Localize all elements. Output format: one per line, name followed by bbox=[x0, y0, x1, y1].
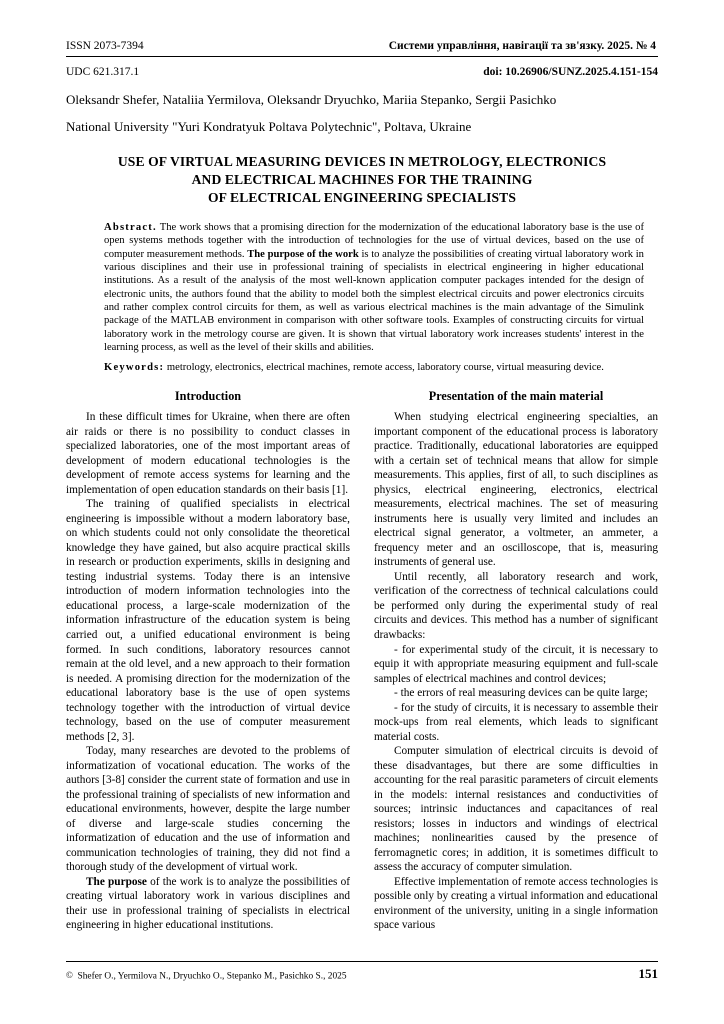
page-number: 151 bbox=[638, 966, 658, 981]
keywords-label: Keywords: bbox=[104, 362, 165, 374]
copyright-icon: © bbox=[66, 969, 73, 980]
title-line-1: USE OF VIRTUAL MEASURING DEVICES IN METROLOGY, ELECTRONICS bbox=[117, 154, 607, 169]
title-line-2: AND ELECTRICAL MACHINES FOR THE TRAINING bbox=[191, 171, 533, 187]
page-title bbox=[66, 153, 658, 207]
udc-code: UDC 621.317.1 bbox=[66, 66, 140, 78]
page-footer bbox=[66, 961, 658, 982]
paragraph: Until recently, all laboratory research and work, verification of the correctness of technical calculations could be performed only during the experimental study of real circuits and devices. This method has a number of significant drawbacks: bbox=[374, 570, 658, 641]
list-item: - for experimental study of the circuit, it is necessary to equip it with appropriate measuring equipment and full-scale samples of electrical machines and control devices; bbox=[374, 643, 658, 685]
page-header bbox=[66, 40, 658, 52]
author-list: Oleksandr Shefer, Nataliia Yermilova, Oleksandr Dryuchko, Mariia Stepanko, Sergii Pasichko bbox=[66, 92, 557, 107]
abstract-text-1: The work shows that a promising direction for the modernization of the educational laboratory base is the use of open systems methods together with the introduction of technologies for the use of virtual devices, based on the use of computer measurement methods. bbox=[104, 221, 644, 260]
paragraph: Effective implementation of remote access technologies is possible only by creating a virtual information and educational environment of the university, uniting in a single information space various bbox=[374, 875, 658, 932]
body-columns bbox=[66, 389, 658, 933]
abstract-block bbox=[66, 221, 658, 354]
right-column-heading: Presentation of the main material bbox=[428, 388, 604, 403]
doi-link[interactable]: doi: 10.26906/SUNZ.2025.4.151-154 bbox=[483, 66, 658, 78]
abstract-bold-purpose: The purpose of the work bbox=[247, 248, 359, 260]
abstract-label: Abstract. bbox=[104, 221, 157, 233]
left-column bbox=[66, 389, 350, 933]
list-item: - for the study of circuits, it is necessary to assemble their mock-ups from real elements, which leads to significant material costs. bbox=[374, 701, 658, 743]
journal-title: Системи управління, навігації та зв'язку. 2025. № 4 bbox=[388, 40, 656, 52]
paragraph: The training of qualified specialists in electrical engineering is impossible without a modern laboratory base, on which students could not only consolidate the theoretical knowledge they have gained, but also acquire practical skills in research or production experiments, skills in designing and testing industrial systems. Today there is an intensive introduction of modern information technologies into the educational process, a large-scale modernization of the information infrastructure of the education system is being carried out, a unified educational environment is being formed. In such conditions, laboratory resources cannot remain at the old level, and a new approach to their formation is needed. A promising direction for the modernization of the educational laboratory base is the use of open systems technology together with the introduction of virtual device technology, based on the use of computer measurement methods [2, 3]. bbox=[66, 498, 350, 743]
abstract-text-2: is to analyze the possibilities of creating virtual laboratory work in various disciplines and their use in professional training of specialists in electrical engineering in higher educational institutions. As a result of the analysis of the most well-known application computer packages intended for the design of electronic units, the authors found that the ability to model both the simplest electrical circuits and power electronics circuits and rather complex control circuits for them, as well as various electrical machines is the main advantage of the Simulink package of the MATLAB environment in comparison with other software tools. Examples of constructing circuits for virtual laboratory work in the metrology course are given. It is shown that virtual laboratory work increases students' interest in the learning process, as well as the level of their skills and abilities. bbox=[104, 248, 644, 353]
keywords-text: metrology, electronics, electrical machines, remote access, laboratory course, virtual measuring device. bbox=[164, 362, 604, 374]
purpose-text: of the work is to analyze the possibilities of creating virtual laboratory work in various disciplines and their use in professional training of specialists in electrical engineering in higher educational institutions. bbox=[66, 875, 350, 932]
footer-divider bbox=[66, 961, 658, 962]
title-line-3: OF ELECTRICAL ENGINEERING SPECIALISTS bbox=[207, 189, 516, 205]
issn-label: ISSN 2073-7394 bbox=[66, 40, 144, 52]
paragraph: When studying electrical engineering specialties, an important component of the educational process is laboratory practice. Traditionally, educational laboratories are equipped with a certain set of technical means that allow for simple measurements. This applies, first of all, to such disciplines as physics, electrical engineering, electronics, electrical measurements, electrical machines. The set of measuring instruments here is usually very limited and includes an electrical signal generator, a voltmeter, an ammeter, a frequency meter and an oscilloscope, that is, measuring instruments of general use. bbox=[374, 411, 658, 569]
paragraph: Computer simulation of electrical circuits is devoid of these disadvantages, but there are some difficulties in accounting for the real parasitic parameters of circuit elements in the models: internal resistances and conductivities of sources; intrinsic inductances and capacitances of real resistors; losses in inductors and windings of electrical machines; nonlinearities caused by the presence of ferromagnetic cores; in addition, it is sometimes difficult to assess the accuracy of computer simulation. bbox=[374, 745, 658, 874]
header-divider bbox=[66, 56, 658, 57]
paragraph-purpose bbox=[66, 875, 350, 933]
keywords-block bbox=[66, 361, 658, 374]
affiliation: National University "Yuri Kondratyuk Poltava Polytechnic", Poltava, Ukraine bbox=[66, 119, 472, 134]
identifier-row bbox=[66, 66, 658, 78]
paragraph: In these difficult times for Ukraine, when there are often air raids or there is no possibility to conduct classes in specialized laboratories, one of the most important areas of development of modern educational technologies is the development of remote access systems for learning and the implementation of open education standards on their basis [1]. bbox=[66, 411, 350, 496]
copyright-line bbox=[66, 970, 347, 982]
right-column bbox=[374, 389, 658, 933]
copyright-text: Shefer O., Yermilova N., Dryuchko O., Stepanko M., Pasichko S., 2025 bbox=[77, 971, 347, 981]
list-item: - the errors of real measuring devices can be quite large; bbox=[394, 687, 648, 700]
paragraph: Today, many researches are devoted to the problems of informatization of vocational education. The works of the authors [3-8] consider the current state of formation and use in the professional training of specialists of new information and educational environments, however, despite the large number of diverse and large-scale studies concerning the informatization of education and the use of information and communication technologies of training, they did not find a thorough study of the development of virtual work. bbox=[66, 745, 350, 874]
left-column-heading: Introduction bbox=[174, 388, 242, 403]
purpose-bold: The purpose bbox=[86, 875, 147, 888]
